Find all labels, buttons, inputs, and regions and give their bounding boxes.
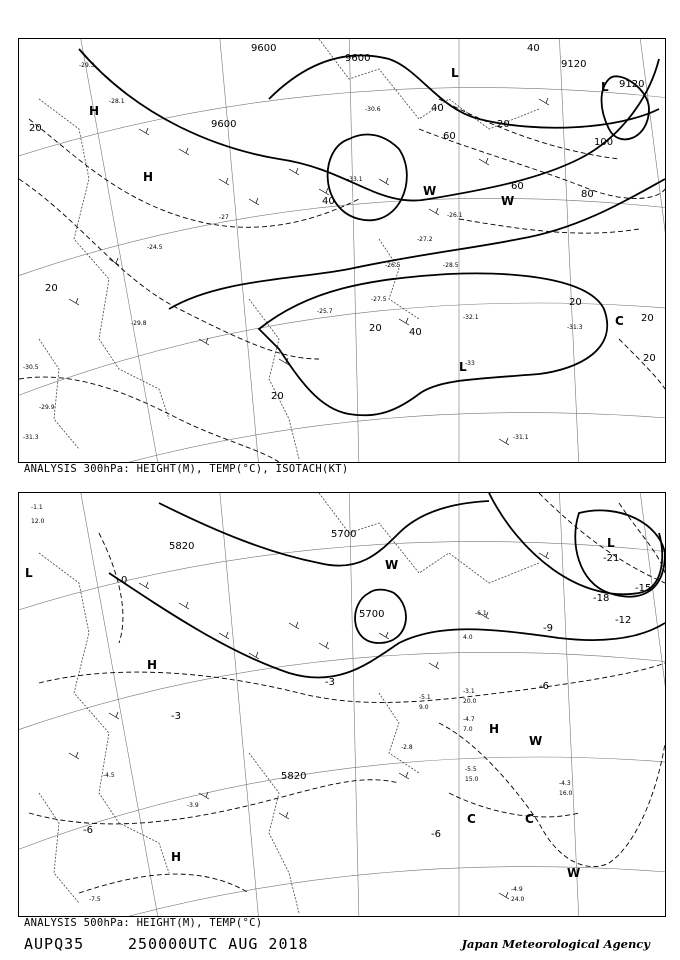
- height-label: 9600: [251, 43, 277, 54]
- center-marker: L: [451, 66, 459, 80]
- temp-label: -9: [543, 623, 553, 634]
- center-marker: W: [529, 734, 543, 748]
- isotach-label: 20: [369, 323, 382, 334]
- isotach-label: 40: [527, 43, 540, 54]
- center-marker: L: [601, 80, 609, 94]
- isotach-label: 20: [271, 391, 284, 402]
- isotach-label: 20: [569, 297, 582, 308]
- isotach-label: 60: [443, 131, 456, 142]
- station-temp: -30.6: [365, 106, 381, 113]
- height-contours: [79, 49, 665, 415]
- station-temp: -3.9: [187, 802, 199, 809]
- station-temp: -4.7: [463, 716, 475, 723]
- center-marker: H: [489, 722, 500, 736]
- temp-label: -3: [325, 677, 335, 688]
- isotach-label: 40: [409, 327, 422, 338]
- station-temp: -29.9: [39, 404, 55, 411]
- caption-500hpa: ANALYSIS 500hPa: HEIGHT(M), TEMP(°C): [24, 917, 263, 929]
- station-temp: -32.1: [463, 314, 479, 321]
- station-temp: 9.0: [419, 704, 429, 711]
- temp-label: -6: [431, 829, 441, 840]
- station-temp: -33.1: [347, 176, 363, 183]
- isotach-label: 20: [29, 123, 42, 134]
- product-code: AUPQ35: [24, 935, 85, 953]
- station-temp: -2.8: [401, 744, 413, 751]
- height-label: 9600: [211, 119, 237, 130]
- temp-label: -15: [635, 583, 652, 594]
- center-marker: W: [501, 194, 515, 208]
- height-label: 9600: [345, 53, 371, 64]
- station-temp: -31.3: [23, 434, 39, 441]
- analysis-datetime: 250000UTC AUG 2018: [128, 935, 309, 953]
- isotach-label: 40: [431, 103, 444, 114]
- station-temp: -7.5: [89, 896, 101, 903]
- map-300hpa: [18, 38, 666, 463]
- station-temp: -33: [465, 360, 475, 367]
- agency-credit: Japan Meteorological Agency: [461, 937, 650, 951]
- station-temp: -27.2: [417, 236, 433, 243]
- station-temp: -27: [219, 214, 229, 221]
- station-temp: -29.3: [79, 62, 95, 69]
- center-marker: W: [385, 558, 399, 572]
- station-temp: -28.1: [109, 98, 125, 105]
- station-temp: -4.3: [559, 780, 571, 787]
- isotach-label: 20: [45, 283, 58, 294]
- station-temp: -5.5: [465, 766, 477, 773]
- center-marker: C: [615, 314, 624, 328]
- isotach-labels: [29, 43, 656, 402]
- station-temp: -27.5: [371, 296, 387, 303]
- isotach-label: 80: [581, 189, 594, 200]
- station-temp: 7.0: [463, 726, 473, 733]
- station-temp: -26.1: [447, 212, 463, 219]
- isotach-label: 40: [322, 196, 335, 207]
- center-marker: L: [607, 536, 615, 550]
- height-contours: [109, 493, 665, 678]
- station-temp: 15.0: [465, 776, 479, 783]
- system-markers: [25, 536, 615, 880]
- center-marker: H: [89, 104, 100, 118]
- temp-label: -21: [603, 553, 620, 564]
- temperature-contours: [29, 493, 665, 893]
- station-temp: -4.5: [103, 772, 115, 779]
- temp-label: -3: [171, 711, 181, 722]
- map-300hpa-canvas: [19, 39, 665, 462]
- station-temp: -6.1: [475, 610, 487, 617]
- station-temp: 16.0: [559, 790, 573, 797]
- height-labels: [169, 529, 384, 782]
- isotach-label: 20: [643, 353, 656, 364]
- system-markers: [89, 66, 624, 374]
- graticule: [19, 493, 665, 916]
- height-label: 9120: [561, 59, 587, 70]
- caption-300hpa: ANALYSIS 300hPa: HEIGHT(M), TEMP(°C), ISOTACH(KT): [24, 463, 349, 475]
- center-marker: H: [143, 170, 154, 184]
- station-temp: -4.9: [511, 886, 523, 893]
- height-label: 5700: [331, 529, 357, 540]
- center-marker: H: [147, 658, 158, 672]
- height-label: 5820: [169, 541, 195, 552]
- station-temp: -5.1: [419, 694, 431, 701]
- map-500hpa-canvas: [19, 493, 665, 916]
- station-temp: -26.5: [385, 262, 401, 269]
- center-marker: W: [423, 184, 437, 198]
- isotach-label: 100: [594, 137, 614, 148]
- station-temp: -31.3: [567, 324, 583, 331]
- map-500hpa: [18, 492, 666, 917]
- height-label: 9120: [619, 79, 645, 90]
- isotach-label: 20: [497, 119, 510, 130]
- station-temp: 4.0: [463, 634, 473, 641]
- center-marker: W: [567, 866, 581, 880]
- center-marker: L: [459, 360, 467, 374]
- station-temp: 24.0: [511, 896, 525, 903]
- temp-label: -12: [615, 615, 632, 626]
- wind-barbs: [69, 552, 549, 899]
- station-temp: -29.8: [131, 320, 147, 327]
- temp-label: 0: [121, 575, 128, 586]
- isotach-label: 60: [511, 181, 524, 192]
- center-marker: C: [467, 812, 476, 826]
- isotach-contours: [19, 99, 665, 462]
- temp-label: -18: [593, 593, 610, 604]
- station-temp: -28.5: [443, 262, 459, 269]
- wind-barbs: [69, 98, 549, 445]
- temp-label: -6: [83, 825, 93, 836]
- isotach-label: 20: [641, 313, 654, 324]
- station-temp: -1.1: [31, 504, 43, 511]
- temp-label: -6: [539, 681, 549, 692]
- station-temp: 12.0: [31, 518, 45, 525]
- height-label: 5700: [359, 609, 385, 620]
- station-temp: 20.0: [463, 698, 477, 705]
- height-label: 5820: [281, 771, 307, 782]
- station-temp: -31.1: [513, 434, 529, 441]
- center-marker: L: [25, 566, 33, 580]
- center-marker: C: [525, 812, 534, 826]
- center-marker: H: [171, 850, 182, 864]
- station-temp: -30.5: [23, 364, 39, 371]
- station-temp: -24.5: [147, 244, 163, 251]
- station-temp: -25.7: [317, 308, 333, 315]
- station-temp: -3.1: [463, 688, 475, 695]
